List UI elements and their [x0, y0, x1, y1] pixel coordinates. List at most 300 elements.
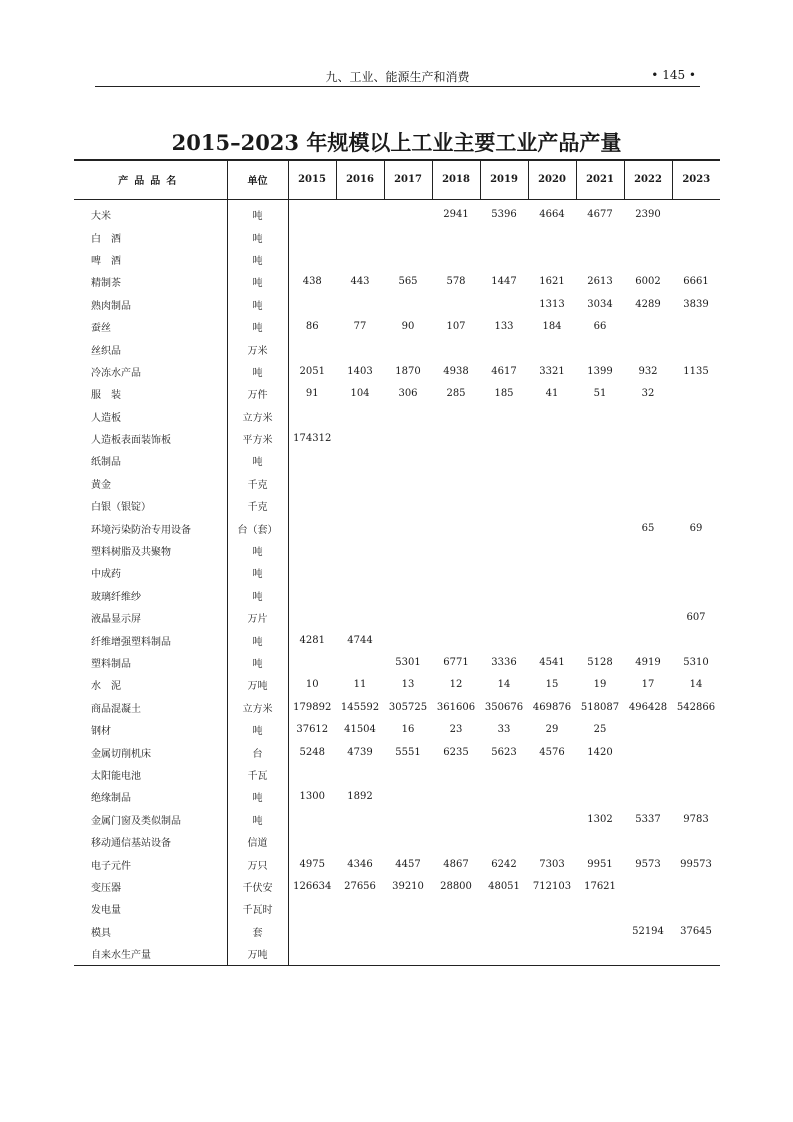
- table-row: [74, 763, 720, 785]
- value-cell: 27656: [344, 880, 376, 892]
- value-cell: 350676: [484, 701, 524, 713]
- value-cell: [528, 786, 576, 808]
- value-cell: 565: [398, 276, 418, 288]
- value-cell: [336, 226, 384, 248]
- table-row: [74, 562, 720, 584]
- value-cell: 469876: [532, 701, 572, 713]
- value-cell: 3336: [491, 657, 517, 668]
- value-cell: 65: [641, 522, 655, 534]
- value-cell: [288, 472, 336, 494]
- unit-cell: 吨: [227, 786, 288, 808]
- value-cell: [288, 293, 336, 315]
- unit-cell: 千克: [227, 472, 288, 494]
- value-cell: 11: [353, 679, 367, 691]
- value-cell: 542866: [676, 701, 716, 713]
- value-cell: [528, 584, 576, 606]
- value-cell: 4617: [491, 365, 517, 377]
- value-cell: 39210: [392, 880, 424, 892]
- product-name-cell: 钢材: [91, 726, 111, 738]
- running-header: [95, 64, 700, 87]
- value-cell: [384, 338, 432, 360]
- unit-cell: 吨: [227, 584, 288, 606]
- value-cell: 37645: [680, 925, 712, 937]
- column-header-year: 2016: [336, 160, 384, 199]
- value-cell: [624, 248, 672, 270]
- column-header-unit: 单位: [227, 160, 288, 199]
- value-cell: 3034: [587, 298, 613, 310]
- value-cell: 5301: [395, 657, 421, 668]
- value-cell: 1403: [347, 365, 373, 377]
- column-header-product: 产品品名: [74, 160, 227, 199]
- value-cell: [480, 920, 528, 942]
- product-name-cell: 蚕丝: [91, 323, 111, 335]
- product-name-cell: 模具: [91, 927, 111, 939]
- product-name-cell: 电子元件: [91, 860, 131, 872]
- value-cell: 3321: [539, 365, 565, 377]
- value-cell: [624, 629, 672, 651]
- value-cell: 16: [401, 724, 415, 736]
- value-cell: 4457: [395, 858, 421, 870]
- value-cell: 23: [449, 724, 463, 736]
- table-body: [74, 199, 720, 965]
- product-name-cell: 熟肉制品: [91, 300, 131, 312]
- value-cell: [432, 517, 480, 539]
- value-cell: [288, 517, 336, 539]
- unit-cell: 万只: [227, 853, 288, 875]
- value-cell: 712103: [532, 880, 572, 892]
- value-cell: 17621: [584, 880, 616, 892]
- value-cell: [288, 920, 336, 942]
- value-cell: [384, 830, 432, 852]
- value-cell: 578: [446, 276, 466, 288]
- value-cell: [336, 607, 384, 629]
- value-cell: 33: [497, 724, 511, 736]
- value-cell: [288, 763, 336, 785]
- unit-cell: 立方米: [227, 405, 288, 427]
- value-cell: [480, 517, 528, 539]
- value-cell: [576, 517, 624, 539]
- value-cell: 145592: [340, 701, 380, 713]
- value-cell: 4346: [347, 858, 373, 870]
- value-cell: [336, 293, 384, 315]
- value-cell: [384, 248, 432, 270]
- value-cell: 6661: [683, 276, 709, 288]
- product-name-cell: 太阳能电池: [91, 770, 141, 782]
- product-name-cell: 移动通信基站设备: [91, 838, 171, 850]
- table-row: [74, 248, 720, 270]
- table-row: [74, 539, 720, 561]
- value-cell: [288, 898, 336, 920]
- product-name-cell: 白银（银锭）: [91, 502, 151, 514]
- value-cell: 107: [446, 321, 466, 333]
- unit-cell: 吨: [227, 315, 288, 337]
- value-cell: [624, 338, 672, 360]
- value-cell: [336, 248, 384, 270]
- value-cell: 9573: [635, 858, 661, 870]
- value-cell: [288, 450, 336, 472]
- section-title: 九、工业、能源生产和消费: [325, 70, 470, 84]
- value-cell: [288, 405, 336, 427]
- product-name-cell: 人造板表面装饰板: [91, 435, 171, 447]
- product-name-cell: 精制茶: [91, 278, 121, 290]
- value-cell: [432, 293, 480, 315]
- value-cell: [528, 920, 576, 942]
- value-cell: [384, 539, 432, 561]
- column-header-year: 2015: [288, 160, 336, 199]
- value-cell: [528, 338, 576, 360]
- table-row: [74, 405, 720, 427]
- value-cell: 41504: [344, 724, 376, 736]
- unit-cell: 吨: [227, 808, 288, 830]
- value-cell: [528, 248, 576, 270]
- product-name-cell: 绝缘制品: [91, 793, 131, 805]
- value-cell: [432, 942, 480, 965]
- value-cell: [672, 495, 720, 517]
- table-row: [74, 271, 720, 293]
- value-cell: [672, 875, 720, 897]
- value-cell: [528, 427, 576, 449]
- value-cell: 14: [689, 679, 703, 691]
- unit-cell: 套: [227, 920, 288, 942]
- unit-cell: 千克: [227, 495, 288, 517]
- value-cell: [384, 920, 432, 942]
- value-cell: [624, 315, 672, 337]
- value-cell: 12: [449, 679, 463, 691]
- value-cell: 1621: [539, 276, 565, 288]
- value-cell: [576, 830, 624, 852]
- value-cell: 3839: [683, 298, 709, 310]
- value-cell: 5396: [491, 209, 517, 221]
- unit-cell: 万吨: [227, 674, 288, 696]
- value-cell: [576, 495, 624, 517]
- value-cell: 15: [545, 679, 559, 691]
- value-cell: [672, 226, 720, 248]
- product-name-cell: 水 泥: [91, 681, 121, 693]
- value-cell: [672, 718, 720, 740]
- value-cell: [432, 562, 480, 584]
- value-cell: [624, 741, 672, 763]
- value-cell: 5337: [635, 813, 661, 825]
- column-header-year: 2023: [672, 160, 720, 199]
- value-cell: 104: [350, 388, 370, 400]
- value-cell: [336, 562, 384, 584]
- table-row: [74, 942, 720, 965]
- value-cell: 51: [593, 388, 607, 400]
- value-cell: 1302: [587, 813, 613, 825]
- value-cell: [288, 562, 336, 584]
- value-cell: [432, 607, 480, 629]
- value-cell: 496428: [628, 701, 668, 713]
- value-cell: 6242: [491, 858, 517, 870]
- product-name-cell: 大米: [91, 211, 111, 223]
- value-cell: [576, 629, 624, 651]
- value-cell: [432, 629, 480, 651]
- value-cell: [480, 584, 528, 606]
- value-cell: [384, 607, 432, 629]
- product-name-cell: 环境污染防治专用设备: [91, 524, 191, 536]
- product-name-cell: 人造板: [91, 412, 121, 424]
- value-cell: 4289: [635, 298, 661, 310]
- product-name-cell: 中成药: [91, 569, 121, 581]
- value-cell: [384, 808, 432, 830]
- table-row: [74, 360, 720, 382]
- value-cell: [480, 562, 528, 584]
- value-cell: 13: [401, 679, 415, 691]
- table-row: [74, 293, 720, 315]
- value-cell: [480, 495, 528, 517]
- value-cell: 185: [494, 388, 514, 400]
- value-cell: [480, 226, 528, 248]
- column-header-year: 2020: [528, 160, 576, 199]
- value-cell: 361606: [436, 701, 476, 713]
- value-cell: [528, 562, 576, 584]
- value-cell: 438: [302, 276, 322, 288]
- value-cell: [480, 629, 528, 651]
- table-row: [74, 830, 720, 852]
- value-cell: [336, 427, 384, 449]
- value-cell: [432, 338, 480, 360]
- value-cell: [576, 248, 624, 270]
- product-name-cell: 黄金: [91, 479, 111, 491]
- value-cell: 932: [638, 365, 658, 377]
- value-cell: [624, 472, 672, 494]
- value-cell: [624, 875, 672, 897]
- value-cell: [336, 898, 384, 920]
- value-cell: [480, 539, 528, 561]
- value-cell: [384, 786, 432, 808]
- value-cell: 2051: [299, 365, 325, 377]
- table-row: [74, 875, 720, 897]
- value-cell: 4677: [587, 209, 613, 221]
- value-cell: 14: [497, 679, 511, 691]
- value-cell: [288, 199, 336, 226]
- table-row: [74, 226, 720, 248]
- value-cell: [672, 539, 720, 561]
- table-row: [74, 517, 720, 539]
- value-cell: 1313: [539, 298, 565, 310]
- value-cell: [624, 539, 672, 561]
- value-cell: [384, 942, 432, 965]
- value-cell: [480, 763, 528, 785]
- product-name-cell: 塑料树脂及共聚物: [91, 547, 171, 559]
- unit-cell: 台（套）: [227, 517, 288, 539]
- value-cell: [624, 405, 672, 427]
- value-cell: [336, 338, 384, 360]
- value-cell: [432, 920, 480, 942]
- value-cell: [480, 450, 528, 472]
- value-cell: [528, 830, 576, 852]
- value-cell: 2613: [587, 276, 613, 288]
- value-cell: [336, 920, 384, 942]
- value-cell: [336, 450, 384, 472]
- table-row: [74, 472, 720, 494]
- value-cell: [288, 808, 336, 830]
- value-cell: [384, 405, 432, 427]
- unit-cell: 吨: [227, 562, 288, 584]
- value-cell: [480, 808, 528, 830]
- table-row: [74, 718, 720, 740]
- table-row: [74, 607, 720, 629]
- table-row: [74, 450, 720, 472]
- unit-cell: 吨: [227, 248, 288, 270]
- value-cell: [672, 427, 720, 449]
- table-row: [74, 853, 720, 875]
- value-cell: [384, 629, 432, 651]
- value-cell: [672, 338, 720, 360]
- value-cell: [624, 607, 672, 629]
- unit-cell: 万吨: [227, 942, 288, 965]
- value-cell: 5551: [395, 746, 421, 758]
- value-cell: 1300: [299, 791, 325, 803]
- value-cell: [576, 763, 624, 785]
- value-cell: [528, 808, 576, 830]
- product-name-cell: 服 装: [91, 390, 121, 402]
- value-cell: 285: [446, 388, 466, 400]
- product-name-cell: 啤 酒: [91, 255, 121, 267]
- value-cell: [528, 763, 576, 785]
- value-cell: 41: [545, 388, 559, 400]
- value-cell: [528, 517, 576, 539]
- value-cell: [288, 495, 336, 517]
- value-cell: 48051: [488, 880, 520, 892]
- unit-cell: 千瓦: [227, 763, 288, 785]
- value-cell: [480, 338, 528, 360]
- value-cell: [672, 562, 720, 584]
- value-cell: [432, 405, 480, 427]
- value-cell: [336, 199, 384, 226]
- value-cell: 4975: [299, 858, 325, 870]
- value-cell: 17: [641, 679, 655, 691]
- value-cell: [384, 226, 432, 248]
- product-name-cell: 塑料制品: [91, 659, 131, 670]
- value-cell: [336, 763, 384, 785]
- table-row: [74, 920, 720, 942]
- value-cell: [672, 898, 720, 920]
- value-cell: [528, 226, 576, 248]
- unit-cell: 平方米: [227, 427, 288, 449]
- value-cell: [576, 562, 624, 584]
- value-cell: [480, 898, 528, 920]
- unit-cell: 万件: [227, 383, 288, 405]
- unit-cell: 信道: [227, 830, 288, 852]
- product-name-cell: 商品混凝土: [91, 703, 141, 715]
- value-cell: [336, 942, 384, 965]
- value-cell: 52194: [632, 925, 664, 937]
- value-cell: 443: [350, 276, 370, 288]
- value-cell: [432, 539, 480, 561]
- value-cell: [480, 830, 528, 852]
- value-cell: [288, 584, 336, 606]
- value-cell: [528, 539, 576, 561]
- value-cell: [528, 450, 576, 472]
- table-row: [74, 808, 720, 830]
- value-cell: [432, 472, 480, 494]
- page-number: • 145 •: [651, 68, 696, 82]
- value-cell: [432, 584, 480, 606]
- product-name-cell: 白 酒: [91, 233, 121, 245]
- value-cell: [336, 808, 384, 830]
- value-cell: [672, 629, 720, 651]
- value-cell: [576, 226, 624, 248]
- value-cell: [576, 539, 624, 561]
- value-cell: 518087: [580, 701, 620, 713]
- value-cell: [288, 226, 336, 248]
- value-cell: [432, 427, 480, 449]
- value-cell: 184: [542, 321, 562, 333]
- production-table: [74, 159, 720, 966]
- value-cell: [336, 651, 384, 673]
- value-cell: [576, 450, 624, 472]
- value-cell: 4281: [299, 634, 325, 646]
- value-cell: [528, 405, 576, 427]
- table-row: [74, 696, 720, 718]
- value-cell: [576, 898, 624, 920]
- value-cell: 28800: [440, 880, 472, 892]
- value-cell: [528, 942, 576, 965]
- value-cell: [336, 472, 384, 494]
- value-cell: [576, 427, 624, 449]
- value-cell: 37612: [296, 724, 329, 736]
- table-row: [74, 338, 720, 360]
- value-cell: [480, 248, 528, 270]
- value-cell: [624, 427, 672, 449]
- product-name-cell: 玻璃纤维纱: [91, 591, 141, 603]
- value-cell: [384, 763, 432, 785]
- column-header-year: 2019: [480, 160, 528, 199]
- table-row: [74, 383, 720, 405]
- column-header-year: 2018: [432, 160, 480, 199]
- value-cell: [624, 562, 672, 584]
- unit-cell: 吨: [227, 360, 288, 382]
- value-cell: [672, 763, 720, 785]
- table-title: 2015–2023 年规模以上工业主要工业产品产量: [171, 130, 622, 155]
- value-cell: [480, 293, 528, 315]
- value-cell: [672, 942, 720, 965]
- unit-cell: 吨: [227, 199, 288, 226]
- value-cell: [624, 584, 672, 606]
- value-cell: [624, 763, 672, 785]
- value-cell: 9783: [683, 813, 709, 825]
- value-cell: 607: [686, 612, 706, 624]
- value-cell: 179892: [293, 701, 332, 713]
- product-name-cell: 变压器: [91, 882, 121, 894]
- product-name-cell: 冷冻水产品: [91, 367, 141, 379]
- value-cell: [528, 607, 576, 629]
- value-cell: [624, 495, 672, 517]
- product-name-cell: 自来水生产量: [74, 942, 227, 965]
- value-cell: [576, 786, 624, 808]
- value-cell: [672, 584, 720, 606]
- value-cell: 4576: [539, 746, 565, 758]
- value-cell: [432, 808, 480, 830]
- value-cell: [672, 450, 720, 472]
- unit-cell: 吨: [227, 718, 288, 740]
- value-cell: [624, 786, 672, 808]
- table-row: [74, 629, 720, 651]
- value-cell: [288, 248, 336, 270]
- value-cell: [432, 830, 480, 852]
- value-cell: 91: [305, 388, 319, 400]
- value-cell: [288, 942, 336, 965]
- value-cell: 1892: [347, 791, 373, 803]
- table-row: [74, 495, 720, 517]
- product-name-cell: 纤维增强塑料制品: [91, 636, 171, 648]
- value-cell: [480, 427, 528, 449]
- value-cell: [624, 898, 672, 920]
- product-name-cell: 液晶显示屏: [91, 614, 141, 626]
- value-cell: [432, 898, 480, 920]
- table-row: [74, 786, 720, 808]
